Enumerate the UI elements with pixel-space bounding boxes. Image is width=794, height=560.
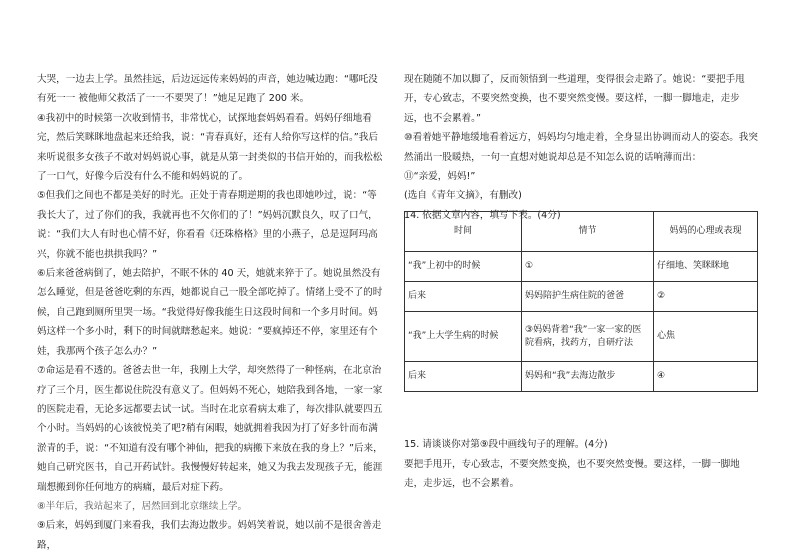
paragraph-9-cont: 现在随随不加以脚了，反而领悟到一些道理，变得很会走路了。她说：“要把手甩开，专心致志，不要突然变换，也不要突然变慢。要这样，一脚一脚地走，走步远，也不会累着。” (404, 74, 745, 124)
paragraph-8: ⑧半年后，我站起来了，居然回到北京继续上学。 (37, 500, 248, 512)
paragraph-1: 大哭，一边去上学。虽然挂远，后边远远传来妈妈的声音，她边喊边跑：“哪吒没有死一一 被他师父救活了一一不要哭了！”她足足跑了 200 米。 (37, 74, 378, 105)
paragraph-4: ④我初中的时候第一次收到情书，非常忧心，试探地套妈妈看看。妈妈仔细地看完，然后笑眯眯地盘起来还给我，说：“青春真好，还有人给你写这样的信。”我后来听说很多女孩子不敢对妈妈说心事，就是从第一封类似的书信开始的，而我松松了一口气，好像今后没有什么不能和妈妈说的了。 (37, 112, 383, 183)
cell: “我”上初中的时候 (405, 252, 522, 282)
table-row (405, 282, 758, 312)
table-row (405, 252, 758, 282)
paragraph-5: ⑤但我们之间也不都是美好的时光。正处于青春期逆期的我也即她吵过，说：“等我长大了，过了你们的我，我就再也不欠你们的了！”妈妈沉默良久，叹了口气，说：“我们大人有时也心情不好，你看看《还珠格格》里的小燕子，总是逗阿玛高兴，你就不能也拱拱我吗？” (37, 190, 378, 260)
header-time: 时间 (405, 212, 522, 252)
right-column (404, 70, 758, 490)
cell: 后来 (405, 282, 522, 312)
cell: ② (654, 282, 758, 312)
cell: ① (522, 252, 654, 282)
cell: ③妈妈背着“我”一家一家的医院看病，找药方，自研疗法 (522, 312, 654, 362)
question-15-quote: 要把手甩开，专心致志，不要突然变换，也不要突然变慢。要这样，一脚一脚地走，走步远，也不会累着。 (404, 459, 740, 490)
paragraph-10: ⑩看着她平静地缓地看着远方，妈妈均匀地走着，全身显出协调而动人的姿态。我突然涌出一股暖热，一句一直想对她说却总是不知怎么说的话响薄而出： (404, 132, 758, 163)
cell: 心焦 (654, 312, 758, 362)
table-header-row (405, 212, 758, 252)
cell: 妈妈和“我”去海边散步 (522, 362, 654, 392)
paragraph-9: ⑨后来，妈妈到厦门来看我，我们去海边散步。妈妈笑着说，她以前不是很舍善走路， (37, 520, 382, 551)
question-15: 15. 请谈谈你对第⑨段中画线句子的理解。(4分) (404, 439, 608, 450)
cell: 仔细地、笑眯眯地 (654, 252, 758, 282)
cell: ④ (654, 362, 758, 392)
paragraph-7: ⑦命运是看不透的。爸爸去世一年，我刚上大学，却突然得了一种怪病，在北京治疗了三个月，医生都说住院没有意义了。但妈妈不死心，她陪我到各地，一家一家的医院走看，无论多远都要去试一试。当时在北京看病太难了，每次排队就要四五个小时。当妈妈的心该彼悦美了吧?稍有闲暇，她就拥着我因为打了好多针而布满淤青的手，说：“不知道有没有哪个神仙，把我的病搬下来放在我的身上？”后来，她自己研究医书，自己开药试针。我慢慢好转起来，她又为我去发现孩子无，能涯瑞想搬到你任何地方的病痛，最后对症下药。 (37, 365, 383, 493)
table-row (405, 362, 758, 392)
cell: 妈妈陪护生病住院的爸爸 (522, 282, 654, 312)
header-plot: 情节 (522, 212, 654, 252)
cell: “我”上大学生病的时候 (405, 312, 522, 362)
cell: 后来 (405, 362, 522, 392)
table-row (405, 312, 758, 362)
answer-table (404, 211, 758, 392)
source-line: (选自《青年文摘》，有删改) (404, 190, 522, 202)
left-column (37, 70, 385, 555)
paragraph-6: ⑥后来爸爸病倒了，她去陪护，不眠不休的 40 天，她就来猝于了。她说虽然没有怎么睡觉，但是爸爸吃剩的东西，她都说自己一股全部吃掉了。情绪上受不了的时候，自己跑到厕所里哭一场。“我觉得好像我能生日这段时间和一个多月时间。妈妈这样一个多小时，剩下的时间就瞎愁起来。她说：“要疯掉还不停，家里还有个娃，我那两个孩子怎么办？” (37, 268, 383, 357)
header-mood: 妈妈的心理或表现 (654, 212, 758, 252)
question-14: 14. 依据文章内容，填写下表。(4分) (404, 209, 561, 221)
paragraph-11: ⑪“亲爱，妈妈!” (404, 171, 476, 183)
